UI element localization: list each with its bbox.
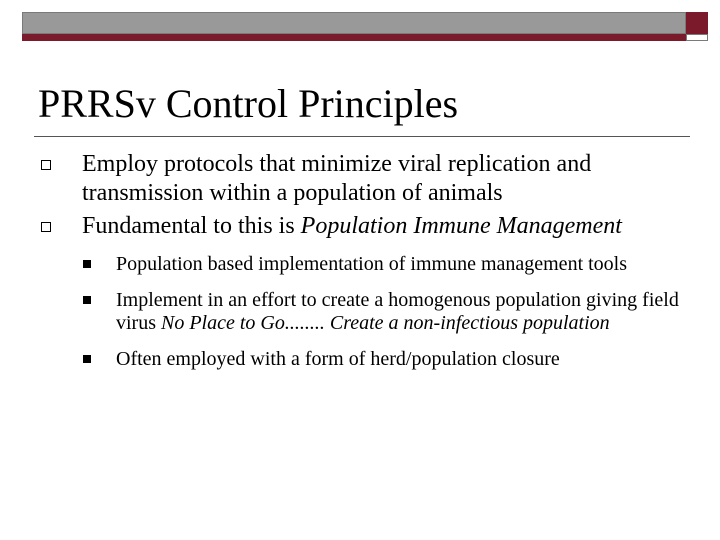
sub-bullet-emphasis: No Place to Go........ Create a non-infectious population — [161, 312, 610, 334]
bullet-text: Employ protocols that minimize viral replication and transmission within a population of animals — [82, 151, 592, 206]
sub-bullet-list — [82, 253, 690, 371]
header-corner-square — [686, 12, 708, 34]
filled-square-bullet-icon — [83, 296, 91, 304]
bullet-item — [40, 212, 690, 371]
header-bar — [22, 12, 686, 34]
header-accent-stripe — [22, 34, 686, 41]
slide-title: PRRSv Control Principles — [38, 81, 459, 126]
sub-bullet-item — [82, 348, 690, 371]
hollow-square-bullet-icon — [41, 222, 51, 232]
hollow-square-bullet-icon — [41, 160, 51, 170]
bullet-emphasis: Population Immune Management — [300, 213, 622, 239]
sub-bullet-text: Population based implementation of immune management tools — [116, 253, 628, 275]
sub-bullet-item — [82, 289, 690, 335]
sub-bullet-item — [82, 253, 690, 276]
sub-bullet-text: Implement in an effort to create a homogenous population giving field virus — [116, 289, 679, 334]
sub-bullet-text: Often employed with a form of herd/population closure — [116, 348, 560, 370]
title-divider — [34, 136, 690, 137]
filled-square-bullet-icon — [83, 355, 91, 363]
bullet-text: Fundamental to this is — [82, 213, 301, 239]
filled-square-bullet-icon — [83, 260, 91, 268]
bullet-list — [40, 150, 690, 384]
bullet-item — [40, 150, 690, 208]
header-corner-square-outline — [686, 34, 708, 41]
